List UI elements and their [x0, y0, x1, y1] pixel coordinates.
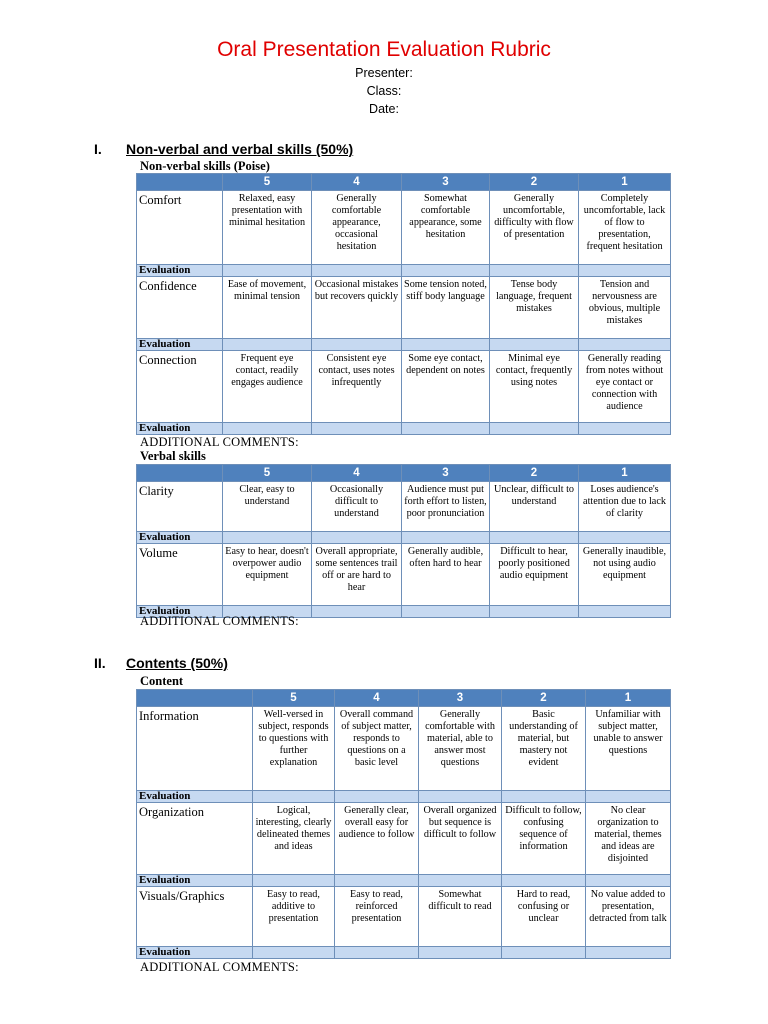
criterion-label: Clarity — [137, 482, 223, 532]
evaluation-cell[interactable] — [579, 606, 671, 618]
evaluation-cell[interactable] — [419, 947, 502, 959]
evaluation-label: Evaluation — [137, 532, 223, 544]
descriptor-cell: Generally uncomfortable, difficulty with flow of presentation — [490, 191, 579, 265]
descriptor-cell: Overall organized but sequence is difficult to follow — [419, 803, 502, 875]
evaluation-cell[interactable] — [419, 875, 502, 887]
evaluation-cell[interactable] — [402, 339, 490, 351]
score-header: 4 — [335, 690, 419, 707]
score-header: 4 — [312, 174, 402, 191]
criterion-label: Confidence — [137, 277, 223, 339]
descriptor-cell: Completely uncomfortable, lack of flow to presentation, frequent hesitation — [579, 191, 671, 265]
descriptor-cell: Difficult to hear, poorly positioned audio equipment — [490, 544, 579, 606]
descriptor-cell: Generally comfortable with material, able to answer most questions — [419, 707, 502, 791]
descriptor-cell: Unclear, difficult to understand — [490, 482, 579, 532]
evaluation-cell[interactable] — [312, 423, 402, 435]
content-table — [136, 689, 671, 959]
criterion-label: Volume — [137, 544, 223, 606]
descriptor-cell: Logical, interesting, clearly delineated themes and ideas — [253, 803, 335, 875]
descriptor-cell: Tension and nervousness are obvious, multiple mistakes — [579, 277, 671, 339]
evaluation-row — [137, 265, 671, 277]
evaluation-cell[interactable] — [223, 532, 312, 544]
evaluation-cell[interactable] — [223, 423, 312, 435]
descriptor-cell: Audience must put forth effort to listen, poor pronunciation — [402, 482, 490, 532]
header-cell — [137, 690, 253, 707]
criterion-label: Comfort — [137, 191, 223, 265]
descriptor-cell: Frequent eye contact, readily engages audience — [223, 351, 312, 423]
table-heading: Verbal skills — [140, 449, 206, 463]
descriptor-cell: Some eye contact, dependent on notes — [402, 351, 490, 423]
table-row — [137, 191, 671, 265]
table-header-row — [137, 465, 671, 482]
class-label: Class: — [366, 84, 402, 98]
descriptor-cell: Clear, easy to understand — [223, 482, 312, 532]
verbal-table — [136, 464, 671, 618]
descriptor-cell: Easy to hear, doesn't overpower audio equipment — [223, 544, 312, 606]
table-row — [137, 482, 671, 532]
score-header: 2 — [490, 174, 579, 191]
additional-comments-label: ADDITIONAL COMMENTS: — [140, 614, 299, 628]
evaluation-cell[interactable] — [586, 791, 671, 803]
table-header-row — [137, 690, 671, 707]
descriptor-cell: Generally inaudible, not using audio equipment — [579, 544, 671, 606]
table-header-row — [137, 174, 671, 191]
descriptor-cell: Overall command of subject matter, responds to questions on a basic level — [335, 707, 419, 791]
descriptor-cell: Overall appropriate, some sentences trail off or are hard to hear — [312, 544, 402, 606]
evaluation-row — [137, 339, 671, 351]
descriptor-cell: Ease of movement, minimal tension — [223, 277, 312, 339]
evaluation-cell[interactable] — [502, 947, 586, 959]
evaluation-cell[interactable] — [419, 791, 502, 803]
evaluation-cell[interactable] — [402, 606, 490, 618]
evaluation-label: Evaluation — [137, 875, 253, 887]
descriptor-cell: Tense body language, frequent mistakes — [490, 277, 579, 339]
evaluation-label: Evaluation — [137, 947, 253, 959]
section-number: I. — [94, 141, 102, 157]
evaluation-label: Evaluation — [137, 339, 223, 351]
evaluation-cell[interactable] — [579, 265, 671, 277]
evaluation-cell[interactable] — [312, 265, 402, 277]
descriptor-cell: Well-versed in subject, responds to questions with further explanation — [253, 707, 335, 791]
evaluation-cell[interactable] — [402, 532, 490, 544]
table-row — [137, 707, 671, 791]
evaluation-row — [137, 532, 671, 544]
criterion-label: Information — [137, 707, 253, 791]
additional-comments-label: ADDITIONAL COMMENTS: — [140, 435, 299, 449]
score-header: 2 — [490, 465, 579, 482]
score-header: 3 — [402, 465, 490, 482]
table-row — [137, 544, 671, 606]
evaluation-cell[interactable] — [586, 947, 671, 959]
evaluation-cell[interactable] — [490, 606, 579, 618]
table-heading: Content — [140, 674, 184, 688]
evaluation-row — [137, 947, 671, 959]
evaluation-label: Evaluation — [137, 791, 253, 803]
evaluation-row — [137, 423, 671, 435]
descriptor-cell: Minimal eye contact, frequently using notes — [490, 351, 579, 423]
descriptor-cell: No clear organization to material, themes and ideas are disjointed — [586, 803, 671, 875]
table-row — [137, 803, 671, 875]
evaluation-cell[interactable] — [253, 875, 335, 887]
evaluation-label: Evaluation — [137, 423, 223, 435]
descriptor-cell: Loses audience's attention due to lack of clarity — [579, 482, 671, 532]
evaluation-cell[interactable] — [579, 339, 671, 351]
evaluation-cell[interactable] — [490, 532, 579, 544]
table-row — [137, 277, 671, 339]
evaluation-cell[interactable] — [502, 875, 586, 887]
evaluation-cell[interactable] — [502, 791, 586, 803]
evaluation-cell[interactable] — [490, 339, 579, 351]
descriptor-cell: Easy to read, additive to presentation — [253, 887, 335, 947]
score-header: 4 — [312, 465, 402, 482]
descriptor-cell: Unfamiliar with subject matter, unable to answer questions — [586, 707, 671, 791]
descriptor-cell: Somewhat comfortable appearance, some hesitation — [402, 191, 490, 265]
page-title: Oral Presentation Evaluation Rubric — [217, 38, 551, 61]
descriptor-cell: Easy to read, reinforced presentation — [335, 887, 419, 947]
descriptor-cell: Occasionally difficult to understand — [312, 482, 402, 532]
section-title: Contents (50%) — [126, 655, 228, 671]
score-header: 1 — [579, 465, 671, 482]
score-header: 5 — [223, 174, 312, 191]
evaluation-row — [137, 875, 671, 887]
header-cell — [137, 465, 223, 482]
descriptor-cell: Consistent eye contact, uses notes infrequently — [312, 351, 402, 423]
descriptor-cell: Somewhat difficult to read — [419, 887, 502, 947]
evaluation-cell[interactable] — [335, 875, 419, 887]
descriptor-cell: Basic understanding of material, but mastery not evident — [502, 707, 586, 791]
evaluation-cell[interactable] — [579, 423, 671, 435]
evaluation-cell[interactable] — [312, 339, 402, 351]
criterion-label: Organization — [137, 803, 253, 875]
descriptor-cell: Generally reading from notes without eye contact or connection with audience — [579, 351, 671, 423]
score-header: 1 — [586, 690, 671, 707]
score-header: 5 — [253, 690, 335, 707]
evaluation-cell[interactable] — [253, 791, 335, 803]
descriptor-cell: Generally clear, overall easy for audience to follow — [335, 803, 419, 875]
score-header: 1 — [579, 174, 671, 191]
evaluation-cell[interactable] — [579, 532, 671, 544]
descriptor-cell: Generally audible, often hard to hear — [402, 544, 490, 606]
section-title: Non-verbal and verbal skills (50%) — [126, 141, 354, 157]
descriptor-cell: Hard to read, confusing or unclear — [502, 887, 586, 947]
evaluation-cell[interactable] — [335, 947, 419, 959]
evaluation-cell[interactable] — [335, 791, 419, 803]
descriptor-cell: Generally comfortable appearance, occasional hesitation — [312, 191, 402, 265]
criterion-label: Visuals/Graphics — [137, 887, 253, 947]
score-header: 2 — [502, 690, 586, 707]
evaluation-cell[interactable] — [402, 265, 490, 277]
descriptor-cell: No value added to presentation, detracted from talk — [586, 887, 671, 947]
criterion-label: Connection — [137, 351, 223, 423]
nonverbal-table — [136, 173, 671, 435]
descriptor-cell: Relaxed, easy presentation with minimal hesitation — [223, 191, 312, 265]
evaluation-cell[interactable] — [312, 532, 402, 544]
presenter-label: Presenter: — [355, 66, 413, 80]
score-header: 3 — [402, 174, 490, 191]
evaluation-row — [137, 791, 671, 803]
score-header: 3 — [419, 690, 502, 707]
evaluation-cell[interactable] — [253, 947, 335, 959]
descriptor-cell: Some tension noted, stiff body language — [402, 277, 490, 339]
evaluation-cell[interactable] — [490, 423, 579, 435]
table-row — [137, 351, 671, 423]
evaluation-cell[interactable] — [223, 265, 312, 277]
additional-comments-label: ADDITIONAL COMMENTS: — [140, 960, 299, 974]
table-heading: Non-verbal skills (Poise) — [140, 159, 270, 173]
descriptor-cell: Occasional mistakes but recovers quickly — [312, 277, 402, 339]
evaluation-cell[interactable] — [586, 875, 671, 887]
evaluation-cell[interactable] — [490, 265, 579, 277]
section-number: II. — [94, 655, 106, 671]
table-row — [137, 887, 671, 947]
date-label: Date: — [369, 102, 399, 116]
score-header: 5 — [223, 465, 312, 482]
header-cell — [137, 174, 223, 191]
evaluation-label: Evaluation — [137, 265, 223, 277]
evaluation-cell[interactable] — [312, 606, 402, 618]
evaluation-cell[interactable] — [402, 423, 490, 435]
evaluation-cell[interactable] — [223, 339, 312, 351]
descriptor-cell: Difficult to follow, confusing sequence of information — [502, 803, 586, 875]
evaluation-label: Evaluation — [137, 606, 223, 618]
